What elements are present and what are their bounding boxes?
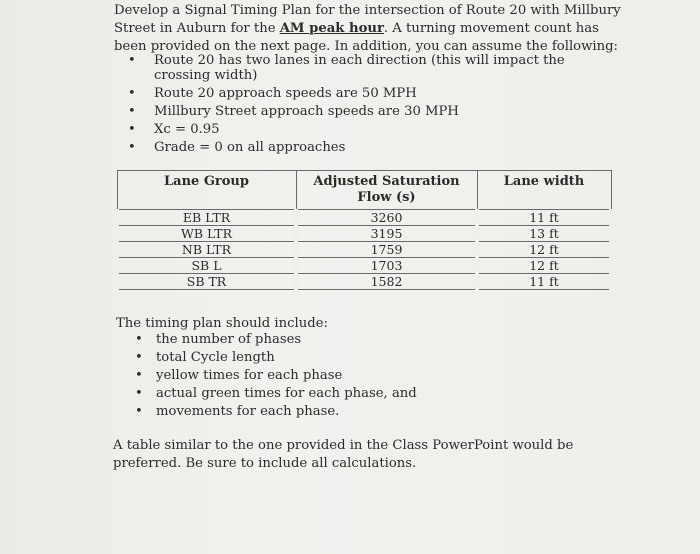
plan-item: • the number of phases <box>135 331 555 349</box>
width-cell: 11 ft <box>477 274 611 290</box>
assumption-item: • Route 20 has two lanes in each direction (this will impact the crossing width) <box>128 53 588 83</box>
intro-text-after: . A turning movement count has been provided on the next page. In addition, you can assume the following: <box>114 21 619 54</box>
intro-paragraph <box>114 2 634 56</box>
assumption-item: • Route 20 approach speeds are 50 MPH <box>128 86 588 101</box>
flow-cell: 1703 <box>296 258 477 274</box>
flow-cell: 1759 <box>296 242 477 258</box>
plan-item: • yellow times for each phase <box>135 367 555 385</box>
timing-plan-heading: The timing plan should include: <box>116 316 328 331</box>
flow-cell: 3260 <box>296 210 477 226</box>
closing-paragraph: A table similar to the one provided in the Class PowerPoint would be preferred. Be sure to include all calculations. <box>113 438 574 471</box>
table-header-row <box>117 171 611 210</box>
width-cell: 12 ft <box>477 242 611 258</box>
lane-group-cell: NB LTR <box>117 242 296 258</box>
header-lane-width: Lane width <box>477 171 611 210</box>
assumption-item: • Grade = 0 on all approaches <box>128 140 588 155</box>
assumptions-list <box>128 53 588 158</box>
plan-item: • total Cycle length <box>135 349 555 367</box>
timing-plan-list <box>135 331 555 421</box>
table-row <box>117 274 611 290</box>
header-lane-group: Lane Group <box>117 171 296 210</box>
saturation-flow-table <box>115 170 613 290</box>
flow-cell: 3195 <box>296 226 477 242</box>
assumption-item: • Xc = 0.95 <box>128 122 588 137</box>
table-row <box>117 258 611 274</box>
am-peak-hour-emphasis: AM peak hour <box>279 21 384 36</box>
plan-item: • actual green times for each phase, and <box>135 385 555 403</box>
width-cell: 11 ft <box>477 210 611 226</box>
width-cell: 12 ft <box>477 258 611 274</box>
table-row <box>117 226 611 242</box>
table-row <box>117 242 611 258</box>
width-cell: 13 ft <box>477 226 611 242</box>
header-saturation-flow: Adjusted Saturation Flow (s) <box>296 171 477 210</box>
assumption-item: • Millbury Street approach speeds are 30 MPH <box>128 104 588 119</box>
lane-group-cell: WB LTR <box>117 226 296 242</box>
lane-group-cell: EB LTR <box>117 210 296 226</box>
intro-text-before: Develop a Signal Timing Plan for the intersection of Route 20 with Millbury Street in Auburn for the <box>114 3 621 36</box>
flow-cell: 1582 <box>296 274 477 290</box>
lane-group-cell: SB L <box>117 258 296 274</box>
table-row <box>117 210 611 226</box>
lane-group-cell: SB TR <box>117 274 296 290</box>
plan-item: • movements for each phase. <box>135 403 555 421</box>
